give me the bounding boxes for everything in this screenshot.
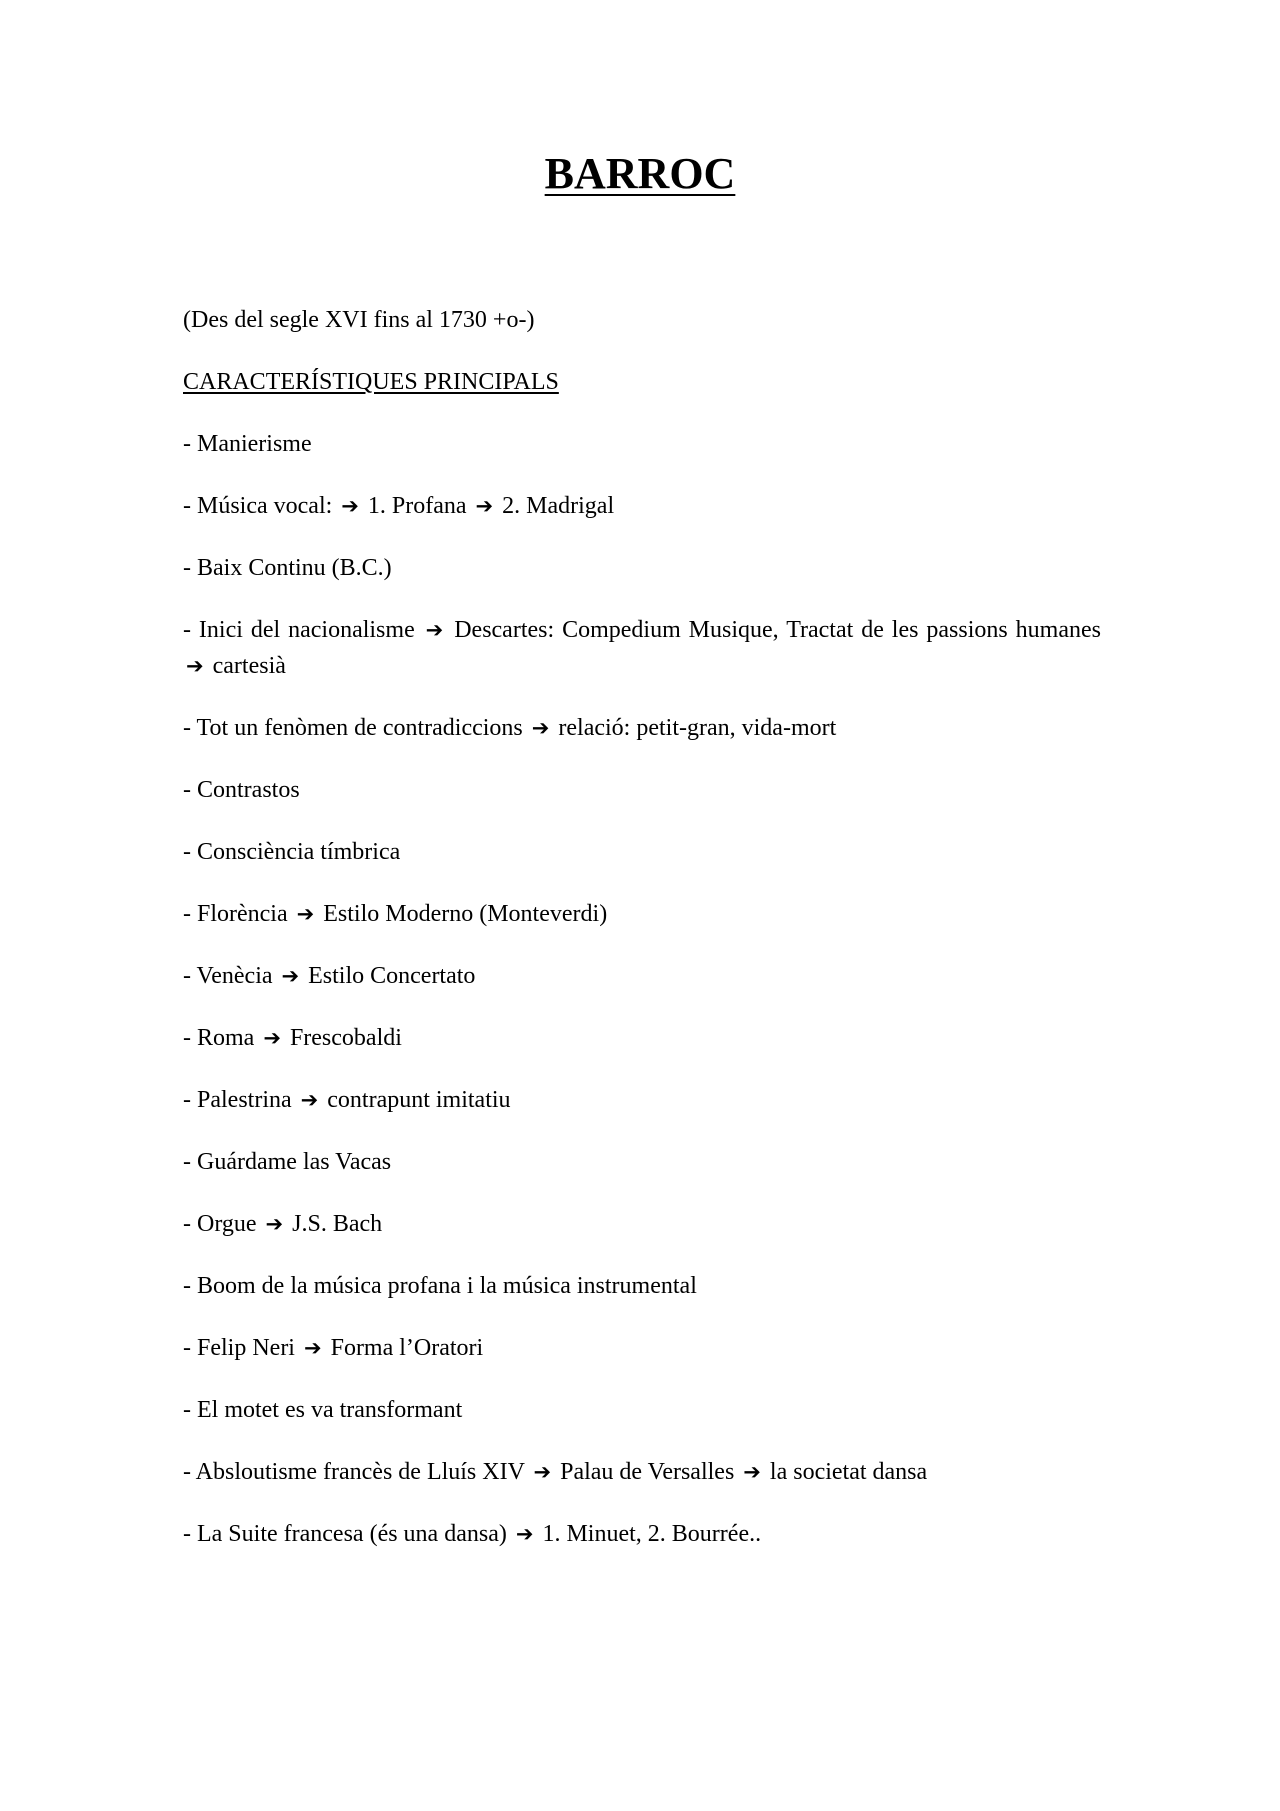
list-item-text: - La Suite francesa (és una dansa) [183,1521,507,1547]
list-item-text: - Contrastos [183,777,300,803]
arrow-right-icon: ➔ [425,618,444,642]
list-item-text: - Boom de la música profana i la música instrumental [183,1273,697,1299]
list-item [183,1268,1101,1304]
list-item-text: Estilo Moderno (Monteverdi) [323,901,608,927]
period-note: (Des del segle XVI fins al 1730 +o-) [183,307,535,333]
arrow-right-icon: ➔ [475,494,494,518]
list-item [183,488,1101,524]
arrow-right-icon: ➔ [341,494,359,518]
list-item-text: - Consciència tímbrica [183,839,401,865]
list-item [183,1392,1101,1428]
list-item-text: - Guárdame las Vacas [183,1149,392,1175]
arrow-right-icon: ➔ [300,1088,319,1112]
list-item-text: - El motet es va transformant [183,1397,463,1423]
list-item [183,710,1101,746]
document-body [183,302,1101,1578]
list-item-text: J.S. Bach [292,1211,383,1237]
characteristics-list [183,426,1101,1552]
list-item-text: la societat dansa [769,1459,928,1485]
list-item [183,1516,1101,1552]
list-item-text: - Felip Neri [183,1335,295,1361]
list-item [183,1144,1101,1180]
arrow-right-icon: ➔ [303,1336,322,1360]
list-item-text: - Tot un fenòmen de contradiccions [183,715,523,741]
list-item-text: - Palestrina [183,1087,292,1113]
list-item-text: - Música vocal: [183,493,333,519]
list-item [183,1020,1101,1056]
list-item [183,1454,1101,1490]
list-item [183,612,1101,684]
arrow-right-icon: ➔ [265,1212,284,1236]
list-item-text: - Roma [183,1025,255,1051]
list-item [183,1082,1101,1118]
list-item-text: Forma l’Oratori [330,1335,484,1361]
list-item-text: Frescobaldi [289,1025,402,1051]
arrow-right-icon: ➔ [296,902,315,926]
arrow-right-icon: ➔ [281,964,300,988]
list-item [183,896,1101,932]
list-item [183,958,1101,994]
list-item [183,426,1101,462]
list-item-text: Descartes: Compedium Musique, Tractat de les passions humanes [454,617,1101,643]
list-item-text: - Absloutisme francès de Lluís XIV [183,1459,525,1485]
list-item-text: cartesià [212,653,286,679]
arrow-right-icon: ➔ [515,1522,534,1546]
list-item [183,550,1101,586]
list-item-text: contrapunt imitatiu [327,1087,511,1113]
document-title: BARROC [544,149,736,198]
list-item-text: Estilo Concertato [308,963,476,989]
list-item [183,1330,1101,1366]
arrow-right-icon: ➔ [533,1460,552,1484]
list-item-text: 1. Profana [367,493,467,519]
section-heading: CARACTERÍSTIQUES PRINCIPALS [183,369,559,395]
arrow-right-icon: ➔ [263,1026,281,1050]
list-item-text: relació: petit-gran, vida-mort [558,715,837,741]
list-item-text: - Baix Continu (B.C.) [183,555,392,581]
list-item-text: 1. Minuet, 2. Bourrée.. [542,1521,762,1547]
list-item-text: Palau de Versalles [560,1459,735,1485]
arrow-right-icon: ➔ [186,654,204,678]
arrow-right-icon: ➔ [743,1460,761,1484]
arrow-right-icon: ➔ [531,716,550,740]
list-item-text: - Florència [183,901,288,927]
list-item [183,772,1101,808]
list-item-text: - Inici del nacionalisme [183,617,415,643]
list-item [183,1206,1101,1242]
list-item-text: - Manierisme [183,431,312,457]
list-item-text: - Venècia [183,963,273,989]
list-item-text: - Orgue [183,1211,257,1237]
list-item-text: 2. Madrigal [502,493,615,519]
list-item [183,834,1101,870]
